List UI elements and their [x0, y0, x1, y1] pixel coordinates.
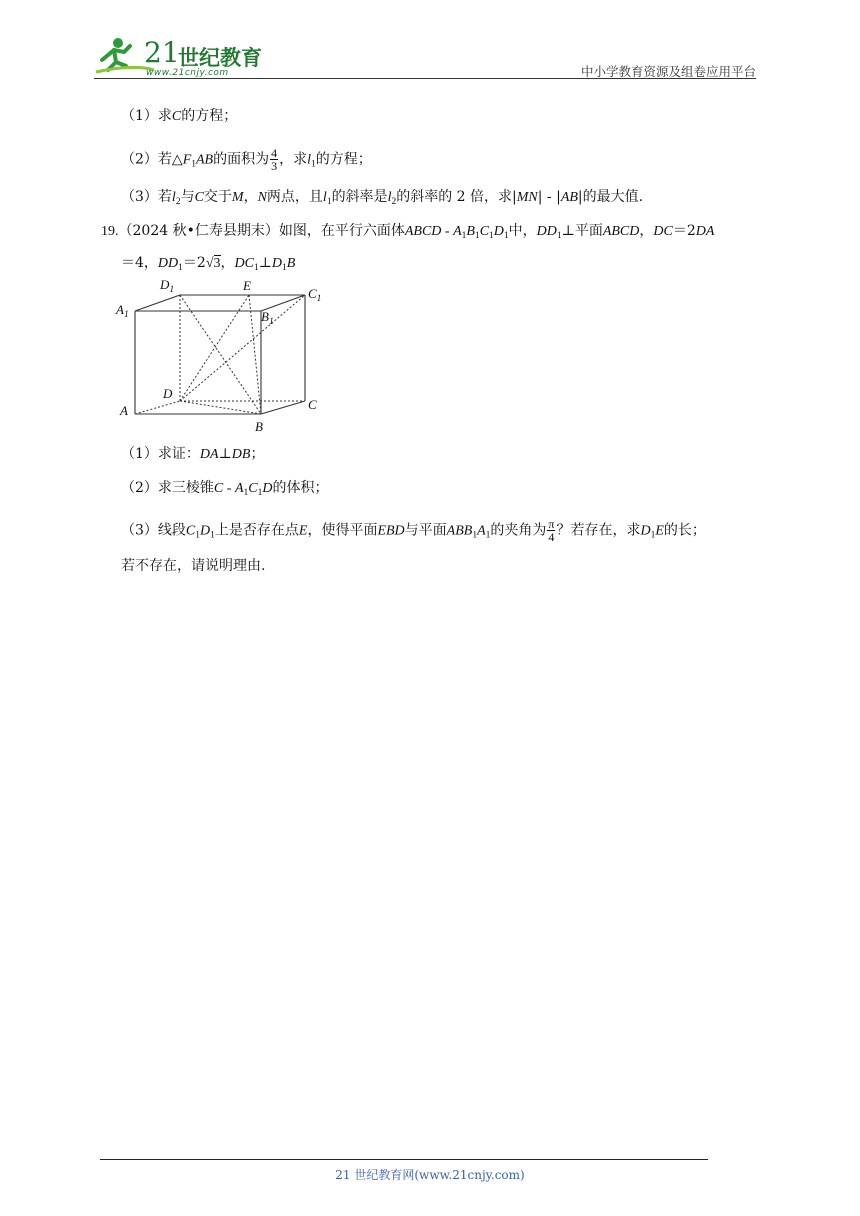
label-C1: $C_1$ — [308, 286, 322, 304]
label-D1: $D_1$ — [160, 277, 175, 295]
label-C: C — [308, 397, 317, 412]
label-A: A — [120, 403, 128, 418]
q18-part1: （1）求C的方程； — [121, 108, 238, 124]
fraction-four-thirds: $\frac{4}{3}$ — [271, 146, 278, 173]
logo — [94, 34, 264, 80]
q19-part3-cont: 若不存在，请说明理由. — [121, 558, 266, 574]
footer-divider — [100, 1159, 708, 1160]
q19-stem-line1: 19.（2024 秋•仁寿县期末）如图，在平行六面体ABCD - $A_1B_1C_1D_1$中，$DD_1\perp$平面ABCD，DC＝2DA — [101, 223, 715, 241]
q19-part1: （1）求证：DA⊥DB； — [121, 446, 265, 462]
label-B: B — [255, 419, 263, 434]
label-B1: $B_1$ — [261, 309, 274, 327]
label-D: D — [163, 386, 173, 401]
q18-part3: （3）若$l_2$与C交于M，N两点，且$l_1$的斜率是$l_2$的斜率的 2 倍，求|MN| - |AB|的最大值. — [121, 189, 644, 207]
q19-part2: （2）求三棱锥C - $A_1C_1D$的体积； — [121, 480, 329, 498]
logo-cn-text: 世纪教育 — [178, 46, 262, 70]
label-E: E — [243, 278, 251, 293]
parallelepiped-diagram-icon — [118, 276, 328, 436]
q19-part3: （3）线段$C_1D_1$上是否存在点E，使得平面EBD与平面$ABB_1A_1$的夹角为 $\frac{\pi}{4}$ ？若存在，求$D_1E$的长； — [121, 517, 706, 544]
parallelepiped-figure — [118, 276, 328, 436]
label-A1: $A_1$ — [116, 302, 129, 320]
logo-url: www.21cnjy.com — [146, 68, 229, 78]
footer-text[interactable]: 21 世纪教育网(www.21cnjy.com) — [335, 1168, 525, 1182]
header-slogan: 中小学教育资源及组卷应用平台 — [580, 64, 756, 79]
sqrt-icon: √ — [205, 256, 214, 271]
fraction-pi-over-four: $\frac{\pi}{4}$ — [548, 517, 555, 544]
q18-part2: （2）若$\triangle F_1AB$的面积为 $\frac{4}{3}$ ，求$l_1$的方程； — [121, 146, 372, 173]
header-divider — [94, 78, 756, 79]
q19-stem-line2: ＝4，$DD_1=2√3$，$DC_1\perp D_1B$ — [121, 255, 296, 273]
logo-number: 21 — [144, 36, 180, 69]
